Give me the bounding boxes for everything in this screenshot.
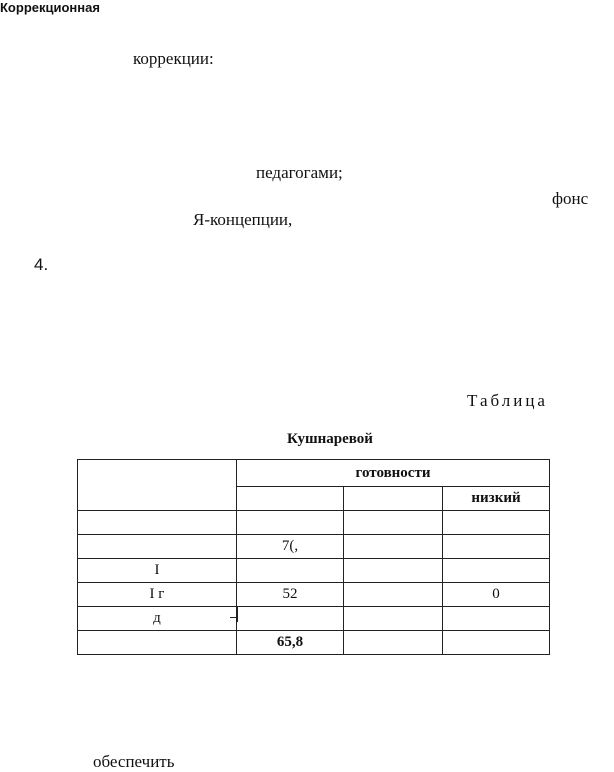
table-cell [443, 535, 550, 559]
artifact-stroke [230, 617, 238, 618]
table-cell [78, 511, 237, 535]
table-subheader [344, 487, 443, 511]
table-cell: I [78, 559, 237, 583]
text-line: фонс [552, 189, 589, 208]
table-cell [443, 607, 550, 631]
table-cell: 7(, [237, 535, 344, 559]
table-row [78, 631, 550, 655]
table-cell [443, 559, 550, 583]
table-cell: д [78, 607, 237, 631]
table-cell [344, 631, 443, 655]
table-cell: 52 [237, 583, 344, 607]
table-subheader [237, 487, 344, 511]
table-cell: 0 [443, 583, 550, 607]
table-row [78, 511, 550, 535]
table-caption: Кушнаревой [287, 431, 373, 447]
scan-artifact-mark [230, 606, 242, 622]
artifact-stroke [237, 606, 238, 622]
table-label: Таблица [467, 391, 548, 410]
table-row [78, 583, 550, 607]
table-cell [78, 535, 237, 559]
table-row [78, 607, 550, 631]
table-cell: I г [78, 583, 237, 607]
table-header-row [78, 460, 550, 487]
table-cell [344, 535, 443, 559]
table-cell [78, 631, 237, 655]
table-cell [344, 607, 443, 631]
table-cell [237, 559, 344, 583]
table-cell [237, 607, 344, 631]
data-table [77, 459, 550, 655]
table-cell [344, 559, 443, 583]
text-line: коррекции: [133, 49, 214, 68]
table-row [78, 535, 550, 559]
list-number: 4. [34, 255, 49, 274]
table-cell: 65,8 [237, 631, 344, 655]
table-row [78, 559, 550, 583]
table-corner-cell [78, 460, 237, 511]
header-title: Коррекционная [0, 0, 100, 15]
text-line: педагогами; [256, 163, 343, 182]
table-cell [443, 511, 550, 535]
table-cell [344, 583, 443, 607]
table-group-header: готовности [237, 460, 550, 487]
footer-text: обеспечить [93, 752, 175, 771]
table-cell [443, 631, 550, 655]
table-subheader: низкий [443, 487, 550, 511]
table-cell [344, 511, 443, 535]
text-line: Я-концепции, [193, 210, 293, 229]
table-cell [237, 511, 344, 535]
